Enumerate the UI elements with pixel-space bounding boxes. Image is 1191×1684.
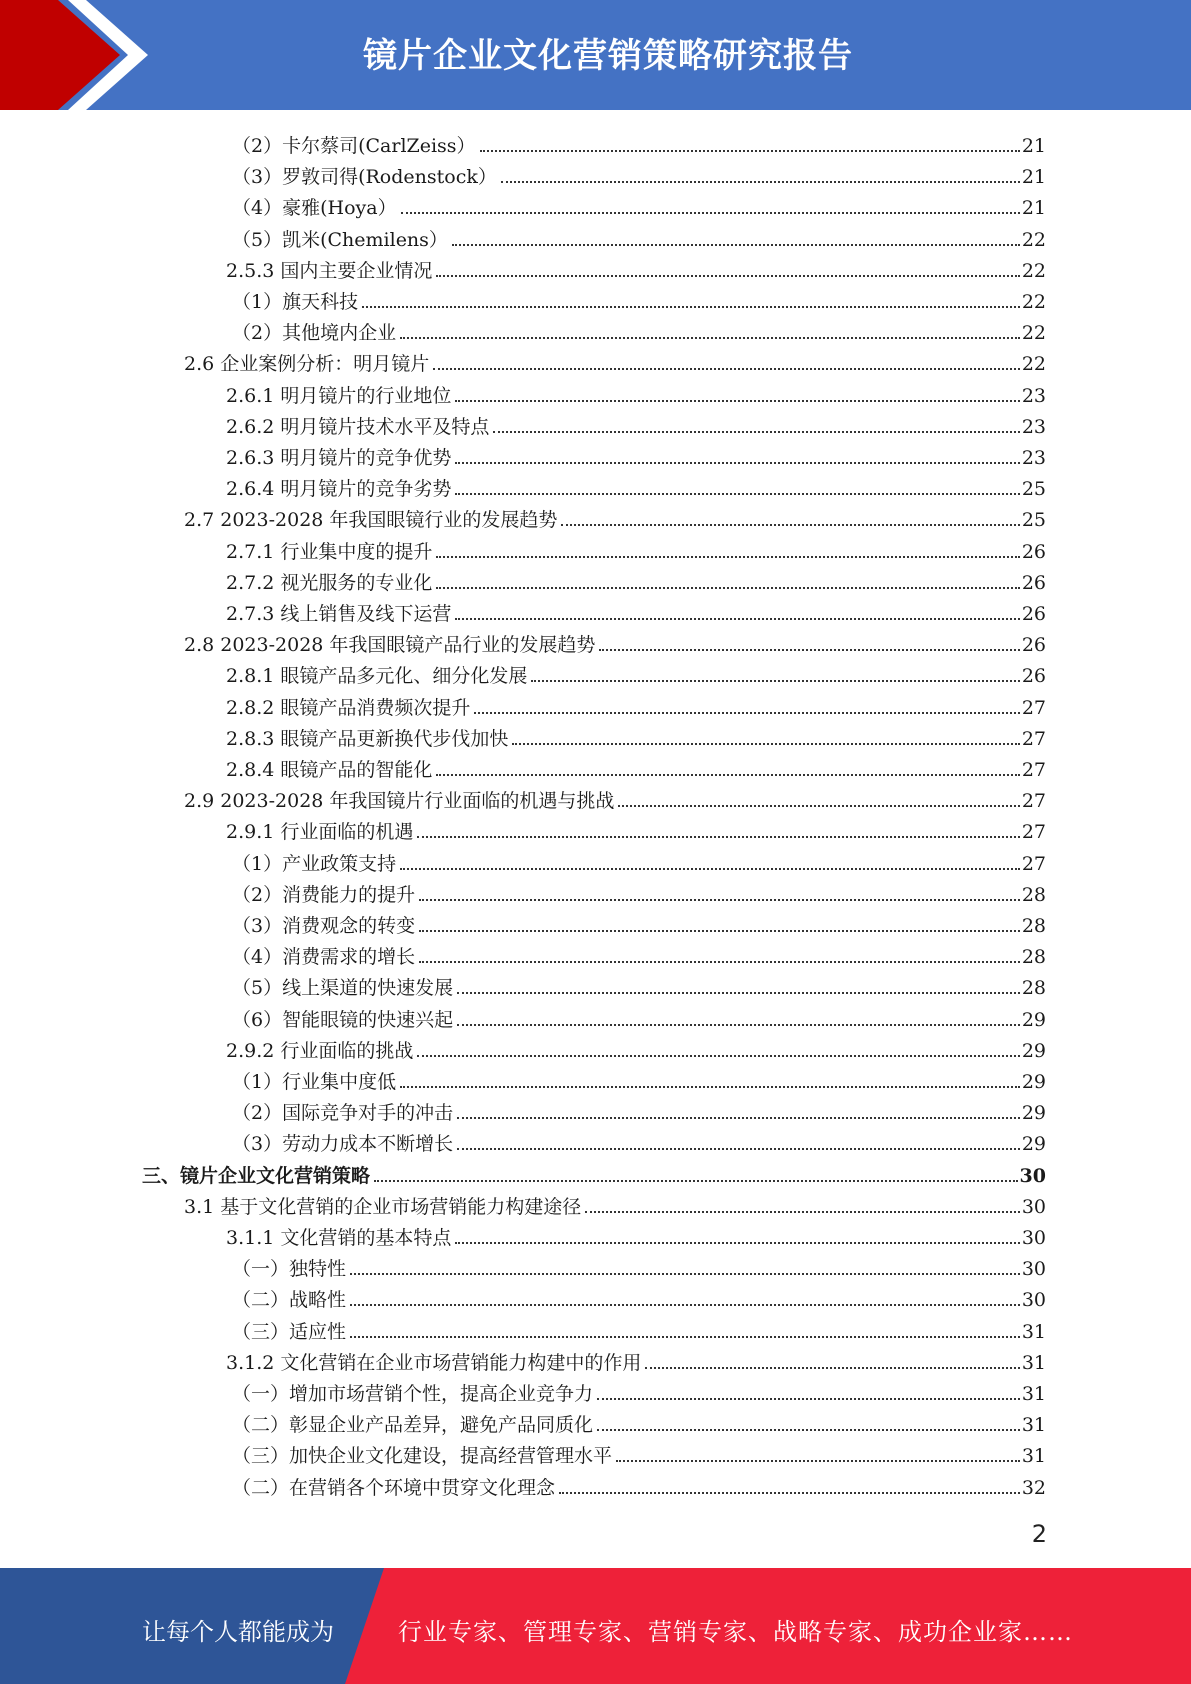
footer-bar bbox=[0, 1568, 1191, 1684]
toc-dot-leader bbox=[417, 1055, 1019, 1057]
toc-entry[interactable] bbox=[184, 1188, 1046, 1219]
toc-entry-title: （二）彰显企业产品差异，避免产品同质化 bbox=[232, 1414, 594, 1437]
toc-entry-title: （2）其他境内企业 bbox=[232, 322, 397, 345]
toc-entry-title: （三）加快企业文化建设，提高经营管理水平 bbox=[232, 1445, 613, 1468]
toc-entry-page: 29 bbox=[1021, 1133, 1046, 1156]
toc-dot-leader bbox=[585, 1211, 1020, 1213]
toc-entry[interactable] bbox=[226, 1344, 1046, 1375]
toc-dot-leader bbox=[401, 212, 1020, 214]
toc-entry-title: 2.9.2 行业面临的挑战 bbox=[226, 1039, 414, 1062]
toc-entry[interactable] bbox=[226, 408, 1046, 439]
toc-entry-page: 22 bbox=[1021, 259, 1046, 282]
toc-dot-leader bbox=[419, 899, 1020, 901]
toc-dot-leader bbox=[480, 150, 1020, 152]
toc-entry[interactable] bbox=[232, 1094, 1046, 1125]
toc-entry-page: 32 bbox=[1021, 1476, 1046, 1499]
footer-slogan-left: 让每个人都能成为 bbox=[142, 1618, 334, 1646]
toc-entry-title: 2.5.3 国内主要企业情况 bbox=[226, 259, 433, 282]
toc-entry[interactable] bbox=[226, 720, 1046, 751]
toc-entry-title: （1）行业集中度低 bbox=[232, 1071, 397, 1093]
toc-entry[interactable] bbox=[232, 938, 1046, 969]
toc-entry[interactable] bbox=[232, 189, 1046, 220]
toc-dot-leader bbox=[597, 1398, 1020, 1400]
toc-entry[interactable] bbox=[232, 283, 1046, 314]
toc-entry[interactable] bbox=[232, 876, 1046, 907]
toc-entry-title: （1）产业政策支持 bbox=[232, 852, 397, 875]
toc-entry[interactable] bbox=[226, 564, 1046, 595]
toc-entry[interactable] bbox=[232, 1375, 1046, 1406]
toc-entry[interactable] bbox=[226, 813, 1046, 844]
toc-dot-leader bbox=[501, 181, 1020, 183]
toc-entry-title: 2.8.4 眼镜产品的智能化 bbox=[226, 759, 433, 781]
toc-entry-page: 30 bbox=[1021, 1195, 1046, 1218]
toc-entry-title: （5）线上渠道的快速发展 bbox=[232, 977, 454, 1000]
toc-dot-leader bbox=[455, 493, 1019, 495]
toc-dot-leader bbox=[417, 836, 1019, 838]
footer-slogan-right: 行业专家、管理专家、营销专家、战略专家、成功企业家…… bbox=[398, 1618, 1073, 1646]
toc-entry[interactable] bbox=[232, 1437, 1046, 1468]
toc-entry[interactable] bbox=[232, 907, 1046, 938]
toc-entry[interactable] bbox=[226, 470, 1046, 501]
toc-entry-title: 2.8.3 眼镜产品更新换代步伐加快 bbox=[226, 727, 509, 750]
toc-entry[interactable] bbox=[226, 689, 1046, 720]
toc-entry-page: 26 bbox=[1021, 603, 1046, 625]
toc-entry-page: 28 bbox=[1021, 946, 1046, 969]
toc-entry-page: 28 bbox=[1021, 915, 1046, 937]
toc-entry[interactable] bbox=[226, 252, 1046, 283]
toc-entry-page: 30 bbox=[1021, 1289, 1046, 1312]
toc-dot-leader bbox=[599, 649, 1019, 651]
toc-entry[interactable] bbox=[226, 533, 1046, 564]
toc-entry[interactable] bbox=[232, 1281, 1046, 1312]
toc-entry-page: 30 bbox=[1021, 1258, 1046, 1281]
toc-entry[interactable] bbox=[226, 751, 1046, 782]
toc-entry-title: （1）旗天科技 bbox=[232, 291, 359, 313]
toc-entry[interactable] bbox=[232, 845, 1046, 876]
toc-dot-leader bbox=[618, 805, 1019, 807]
toc-entry-title: （4）豪雅(Hoya） bbox=[232, 197, 397, 220]
toc-entry-title: 3.1 基于文化营销的企业市场营销能力构建途径 bbox=[184, 1195, 582, 1218]
toc-entry-title: 2.6.1 明月镜片的行业地位 bbox=[226, 384, 452, 407]
toc-entry-page: 30 bbox=[1021, 1227, 1046, 1249]
toc-entry[interactable] bbox=[232, 1125, 1046, 1156]
toc-entry-page: 27 bbox=[1021, 696, 1046, 719]
toc-dot-leader bbox=[350, 1273, 1020, 1275]
toc-dot-leader bbox=[436, 556, 1019, 558]
toc-dot-leader bbox=[374, 1180, 1018, 1182]
toc-entry-title: 2.8.2 眼镜产品消费频次提升 bbox=[226, 696, 471, 719]
toc-entry-title: 2.9 2023-2028 年我国镜片行业面临的机遇与挑战 bbox=[184, 790, 615, 813]
toc-entry-title: （4）消费需求的增长 bbox=[232, 946, 416, 969]
toc-entry-page: 23 bbox=[1021, 384, 1046, 407]
toc-entry-page: 29 bbox=[1021, 1008, 1046, 1031]
toc-entry-page: 26 bbox=[1021, 665, 1046, 688]
toc-entry[interactable] bbox=[232, 1469, 1046, 1500]
toc-dot-leader bbox=[350, 1336, 1020, 1338]
toc-dot-leader bbox=[433, 368, 1020, 370]
toc-entry-title: 2.7.1 行业集中度的提升 bbox=[226, 540, 433, 563]
toc-entry[interactable] bbox=[232, 1406, 1046, 1437]
toc-entry-page: 25 bbox=[1021, 478, 1046, 501]
toc-entry-page: 31 bbox=[1021, 1414, 1046, 1437]
toc-entry-page: 27 bbox=[1021, 852, 1046, 875]
toc-dot-leader bbox=[493, 431, 1019, 433]
toc-entry[interactable] bbox=[232, 1063, 1046, 1094]
toc-dot-leader bbox=[400, 337, 1020, 339]
toc-entry-page: 21 bbox=[1021, 166, 1046, 189]
toc-entry-title: （2）国际竞争对手的冲击 bbox=[232, 1102, 454, 1125]
toc-entry[interactable] bbox=[232, 158, 1046, 189]
toc-entry-title: （二）战略性 bbox=[232, 1289, 347, 1312]
toc-entry-title: 3.1.2 文化营销在企业市场营销能力构建中的作用 bbox=[226, 1351, 642, 1374]
toc-entry[interactable] bbox=[226, 1032, 1046, 1063]
toc-dot-leader bbox=[457, 1024, 1020, 1026]
toc-entry-page: 27 bbox=[1021, 790, 1046, 813]
toc-dot-leader bbox=[457, 1117, 1020, 1119]
toc-entry-title: 2.8 2023-2028 年我国眼镜产品行业的发展趋势 bbox=[184, 634, 596, 657]
toc-entry[interactable] bbox=[226, 377, 1046, 408]
toc-dot-leader bbox=[419, 961, 1020, 963]
toc-dot-leader bbox=[362, 306, 1020, 308]
toc-entry[interactable] bbox=[226, 1219, 1046, 1250]
page-number: 2 bbox=[1031, 1520, 1047, 1548]
toc-dot-leader bbox=[531, 680, 1019, 682]
toc-entry-page: 31 bbox=[1021, 1351, 1046, 1374]
toc-entry-title: 2.8.1 眼镜产品多元化、细分化发展 bbox=[226, 665, 528, 688]
header-bar bbox=[0, 0, 1191, 110]
toc-dot-leader bbox=[457, 1148, 1020, 1150]
toc-dot-leader bbox=[561, 524, 1019, 526]
toc-entry-title: 2.6.2 明月镜片技术水平及特点 bbox=[226, 415, 490, 438]
toc-entry-page: 22 bbox=[1021, 291, 1046, 313]
toc-dot-leader bbox=[457, 992, 1020, 994]
toc-entry-page: 22 bbox=[1021, 353, 1046, 376]
toc-entry[interactable] bbox=[226, 657, 1046, 688]
toc-entry[interactable] bbox=[232, 1001, 1046, 1032]
toc-dot-leader bbox=[559, 1492, 1020, 1494]
toc-entry-title: 2.7 2023-2028 年我国眼镜行业的发展趋势 bbox=[184, 509, 558, 532]
toc-entry[interactable] bbox=[232, 1250, 1046, 1281]
toc-dot-leader bbox=[419, 930, 1020, 932]
toc-entry-page: 22 bbox=[1021, 228, 1046, 251]
toc-entry-page: 25 bbox=[1021, 509, 1046, 532]
toc-entry-page: 26 bbox=[1021, 540, 1046, 563]
toc-dot-leader bbox=[616, 1460, 1020, 1462]
toc-dot-leader bbox=[400, 1086, 1020, 1088]
toc-dot-leader bbox=[455, 1242, 1019, 1244]
toc-entry[interactable] bbox=[232, 221, 1046, 252]
toc-dot-leader bbox=[452, 244, 1020, 246]
toc-entry[interactable] bbox=[226, 439, 1046, 470]
toc-entry-title: （3）劳动力成本不断增长 bbox=[232, 1133, 454, 1156]
toc-entry[interactable] bbox=[184, 345, 1046, 376]
toc-entry-page: 28 bbox=[1021, 977, 1046, 1000]
toc-entry-title: 2.6 企业案例分析：明月镜片 bbox=[184, 353, 430, 376]
toc-entry-page: 31 bbox=[1021, 1320, 1046, 1343]
toc-entry[interactable] bbox=[184, 626, 1046, 657]
toc-dot-leader bbox=[474, 712, 1019, 714]
toc-dot-leader bbox=[597, 1429, 1020, 1431]
toc-dot-leader bbox=[455, 400, 1019, 402]
toc-dot-leader bbox=[455, 462, 1019, 464]
toc-entry[interactable] bbox=[184, 501, 1046, 532]
toc-entry[interactable] bbox=[232, 314, 1046, 345]
toc-entry[interactable] bbox=[232, 1313, 1046, 1344]
toc-entry-page: 27 bbox=[1021, 727, 1046, 750]
toc-entry[interactable] bbox=[232, 969, 1046, 1000]
toc-entry[interactable] bbox=[232, 127, 1046, 158]
toc-entry-page: 26 bbox=[1021, 571, 1046, 594]
toc-entry-page: 23 bbox=[1021, 415, 1046, 438]
toc-entry-page: 23 bbox=[1021, 447, 1046, 469]
toc-entry-page: 21 bbox=[1021, 135, 1046, 157]
toc-entry-page: 27 bbox=[1021, 821, 1046, 844]
toc-dot-leader bbox=[436, 587, 1019, 589]
toc-dot-leader bbox=[455, 618, 1019, 620]
toc-entry-title: （3）消费观念的转变 bbox=[232, 915, 416, 937]
toc-entry-title: 3.1.1 文化营销的基本特点 bbox=[226, 1227, 452, 1249]
toc-entry-page: 26 bbox=[1021, 634, 1046, 657]
toc-dot-leader bbox=[436, 275, 1019, 277]
toc-entry-page: 29 bbox=[1021, 1039, 1046, 1062]
toc-entry[interactable] bbox=[226, 595, 1046, 626]
toc-entry-title: 2.6.4 明月镜片的竞争劣势 bbox=[226, 478, 452, 501]
toc-entry-page: 29 bbox=[1021, 1102, 1046, 1125]
toc-entry-title: 2.7.3 线上销售及线下运营 bbox=[226, 603, 452, 625]
toc-entry-title: （2）卡尔蔡司(CarlZeiss） bbox=[232, 135, 476, 157]
toc-dot-leader bbox=[350, 1304, 1020, 1306]
toc-entry-page: 29 bbox=[1021, 1071, 1046, 1093]
toc-entry-page: 22 bbox=[1021, 322, 1046, 345]
toc-entry[interactable] bbox=[184, 782, 1046, 813]
toc-entry-title: （5）凯米(Chemilens） bbox=[232, 228, 448, 251]
toc-entry-page: 31 bbox=[1021, 1383, 1046, 1405]
toc-entry-title: （一）增加市场营销个性，提高企业竞争力 bbox=[232, 1383, 594, 1405]
toc-entry-page: 27 bbox=[1021, 759, 1046, 781]
toc-dot-leader bbox=[512, 743, 1019, 745]
toc-entry-title: （一）独特性 bbox=[232, 1258, 347, 1281]
toc-dot-leader bbox=[436, 774, 1019, 776]
toc-entry-page: 21 bbox=[1021, 197, 1046, 220]
toc-entry-page: 30 bbox=[1019, 1164, 1046, 1187]
toc-entry-title: （2）消费能力的提升 bbox=[232, 883, 416, 906]
toc-entry-page: 28 bbox=[1021, 883, 1046, 906]
toc-entry-page: 31 bbox=[1021, 1445, 1046, 1468]
document-title: 镜片企业文化营销策略研究报告 bbox=[363, 36, 853, 76]
toc-entry-title: （6）智能眼镜的快速兴起 bbox=[232, 1008, 454, 1031]
toc-entry[interactable] bbox=[142, 1157, 1046, 1188]
toc-entry-title: （3）罗敦司得(Rodenstock） bbox=[232, 166, 497, 189]
toc-entry-title: （三）适应性 bbox=[232, 1320, 347, 1343]
toc-entry-title: 2.7.2 视光服务的专业化 bbox=[226, 571, 433, 594]
toc-dot-leader bbox=[400, 868, 1020, 870]
toc-entry-title: 2.9.1 行业面临的机遇 bbox=[226, 821, 414, 844]
toc-dot-leader bbox=[645, 1367, 1019, 1369]
toc-entry-title: 2.6.3 明月镜片的竞争优势 bbox=[226, 447, 452, 469]
toc-entry-title: 三、镜片企业文化营销策略 bbox=[142, 1164, 371, 1187]
toc-entry-title: （二）在营销各个环境中贯穿文化理念 bbox=[232, 1476, 556, 1499]
